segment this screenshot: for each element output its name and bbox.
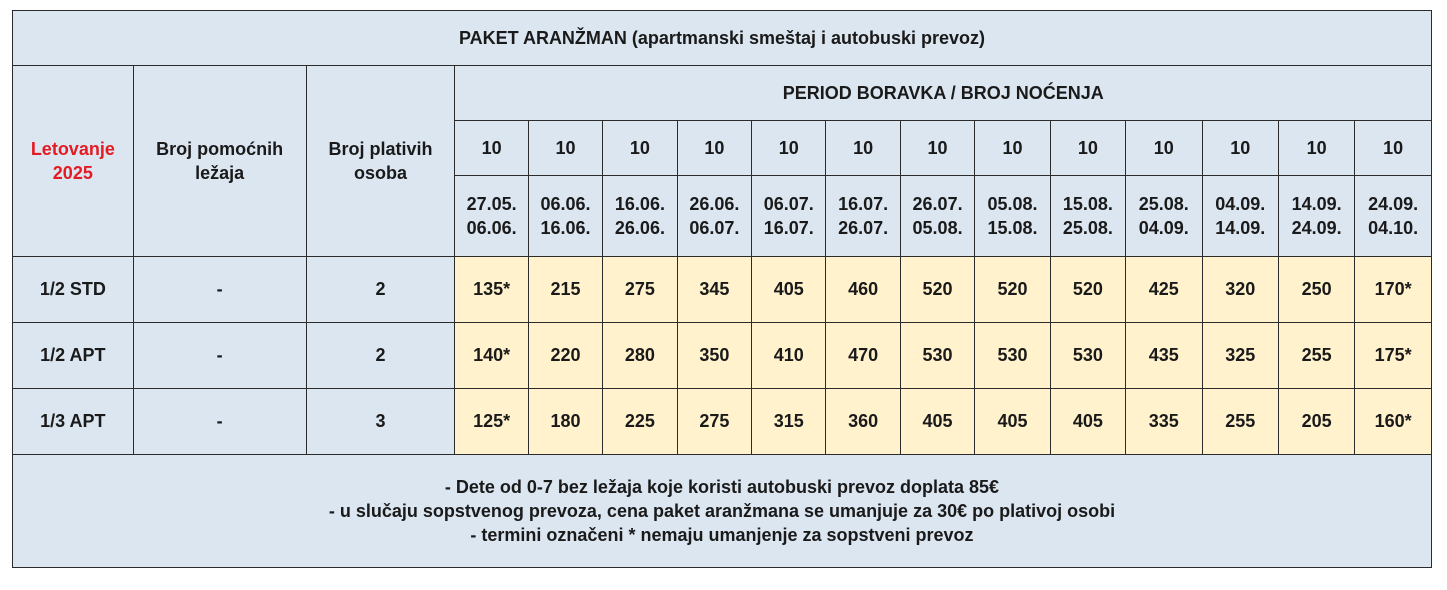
aux-beds-header [133, 66, 306, 257]
price-cell: 460 [826, 257, 900, 323]
price-cell: 125* [455, 389, 528, 455]
price-cell: 255 [1202, 389, 1278, 455]
price-cell: 405 [975, 389, 1050, 455]
period-date-to: 04.10. [1368, 218, 1419, 238]
note-line: - u slučaju sopstvenog prevoza, cena paket aranžmana se umanjuje za 30€ po plativoj osobi [328, 500, 1116, 521]
note-line: - termini označeni * nemaju umanjenje za sopstveni prevoz [470, 525, 974, 546]
aux-beds-header-line1: Broj pomoćnih [156, 138, 284, 159]
period-dates [900, 176, 974, 257]
paying-persons-header [306, 66, 455, 257]
price-cell: 405 [900, 389, 974, 455]
paying-persons-value: 2 [306, 323, 455, 389]
period-date-to: 15.08. [987, 218, 1038, 238]
price-cell: 315 [752, 389, 826, 455]
period-header: PERIOD BORAVKA / BROJ NOĆENJA [455, 66, 1432, 121]
period-date-from: 24.09. [1368, 193, 1419, 214]
price-cell: 410 [752, 323, 826, 389]
season-label-line2: 2025 [52, 163, 93, 183]
period-date-to: 16.07. [763, 218, 814, 238]
price-cell: 520 [900, 257, 974, 323]
season-label-line1: Letovanje [30, 138, 115, 159]
period-date-to: 26.06. [614, 218, 665, 238]
period-nights: 10 [455, 121, 528, 176]
title-row [13, 11, 1432, 66]
period-dates [1202, 176, 1278, 257]
period-dates [1050, 176, 1125, 257]
price-cell: 530 [1050, 323, 1125, 389]
notes-row [13, 455, 1432, 568]
price-cell: 275 [677, 389, 751, 455]
period-nights: 10 [1050, 121, 1125, 176]
table-title: PAKET ARANŽMAN (apartmanski smeštaj i autobuski prevoz) [13, 11, 1432, 66]
price-table [12, 10, 1432, 568]
price-cell: 140* [455, 323, 528, 389]
price-cell: 255 [1278, 323, 1354, 389]
period-nights: 10 [975, 121, 1050, 176]
price-cell: 350 [677, 323, 751, 389]
period-date-from: 27.05. [466, 193, 517, 214]
period-dates [1355, 176, 1432, 257]
price-cell: 205 [1278, 389, 1354, 455]
period-date-from: 04.09. [1215, 193, 1266, 214]
period-dates [975, 176, 1050, 257]
price-cell: 250 [1278, 257, 1354, 323]
price-cell: 135* [455, 257, 528, 323]
price-cell: 520 [975, 257, 1050, 323]
period-date-from: 15.08. [1062, 193, 1113, 214]
period-date-to: 06.07. [689, 218, 740, 238]
period-dates [603, 176, 677, 257]
period-date-to: 26.07. [838, 218, 889, 238]
period-date-from: 05.08. [987, 193, 1038, 214]
table-row [13, 257, 1432, 323]
price-cell: 180 [528, 389, 602, 455]
period-nights: 10 [603, 121, 677, 176]
table-row [13, 323, 1432, 389]
price-cell: 530 [900, 323, 974, 389]
price-cell: 520 [1050, 257, 1125, 323]
aux-beds-value: - [133, 323, 306, 389]
period-date-from: 26.07. [912, 193, 963, 214]
paying-persons-header-line2: osoba [354, 163, 408, 183]
price-cell: 275 [603, 257, 677, 323]
period-nights: 10 [1126, 121, 1202, 176]
price-table-container [12, 10, 1432, 568]
period-nights: 10 [677, 121, 751, 176]
aux-beds-header-line2: ležaja [195, 163, 245, 183]
period-date-from: 06.07. [763, 193, 814, 214]
price-cell: 170* [1355, 257, 1432, 323]
period-date-to: 25.08. [1062, 218, 1113, 238]
period-date-from: 26.06. [689, 193, 740, 214]
period-nights: 10 [752, 121, 826, 176]
price-cell: 220 [528, 323, 602, 389]
unit-type: 1/2 STD [13, 257, 134, 323]
price-cell: 320 [1202, 257, 1278, 323]
unit-type: 1/3 APT [13, 389, 134, 455]
price-cell: 280 [603, 323, 677, 389]
paying-persons-value: 3 [306, 389, 455, 455]
period-dates [1278, 176, 1354, 257]
period-date-to: 16.06. [540, 218, 591, 238]
period-dates [826, 176, 900, 257]
period-date-to: 14.09. [1215, 218, 1266, 238]
season-label [13, 66, 134, 257]
period-date-from: 25.08. [1138, 193, 1189, 214]
period-nights: 10 [1202, 121, 1278, 176]
period-date-from: 16.07. [838, 193, 889, 214]
period-dates [1126, 176, 1202, 257]
price-cell: 325 [1202, 323, 1278, 389]
price-cell: 175* [1355, 323, 1432, 389]
price-cell: 530 [975, 323, 1050, 389]
period-nights: 10 [900, 121, 974, 176]
period-date-from: 06.06. [540, 193, 591, 214]
price-cell: 335 [1126, 389, 1202, 455]
period-date-from: 16.06. [614, 193, 665, 214]
paying-persons-header-line1: Broj plativih [328, 138, 433, 159]
period-date-to: 06.06. [466, 218, 517, 238]
unit-type: 1/2 APT [13, 323, 134, 389]
period-nights: 10 [528, 121, 602, 176]
period-dates [455, 176, 528, 257]
period-date-to: 04.09. [1138, 218, 1189, 238]
notes-cell [13, 455, 1432, 568]
period-nights: 10 [826, 121, 900, 176]
period-date-to: 24.09. [1291, 218, 1342, 238]
period-nights: 10 [1355, 121, 1432, 176]
period-date-to: 05.08. [912, 218, 963, 238]
price-cell: 215 [528, 257, 602, 323]
period-dates [752, 176, 826, 257]
price-cell: 435 [1126, 323, 1202, 389]
period-date-from: 14.09. [1291, 193, 1342, 214]
period-dates [528, 176, 602, 257]
price-cell: 405 [1050, 389, 1125, 455]
aux-beds-value: - [133, 389, 306, 455]
price-cell: 225 [603, 389, 677, 455]
table-row [13, 389, 1432, 455]
period-header-row [13, 66, 1432, 121]
price-cell: 470 [826, 323, 900, 389]
price-cell: 360 [826, 389, 900, 455]
price-cell: 345 [677, 257, 751, 323]
period-dates [677, 176, 751, 257]
price-cell: 425 [1126, 257, 1202, 323]
note-line: - Dete od 0-7 bez ležaja koje koristi autobuski prevoz doplata 85€ [444, 476, 1000, 497]
paying-persons-value: 2 [306, 257, 455, 323]
aux-beds-value: - [133, 257, 306, 323]
price-cell: 405 [752, 257, 826, 323]
period-nights: 10 [1278, 121, 1354, 176]
price-cell: 160* [1355, 389, 1432, 455]
